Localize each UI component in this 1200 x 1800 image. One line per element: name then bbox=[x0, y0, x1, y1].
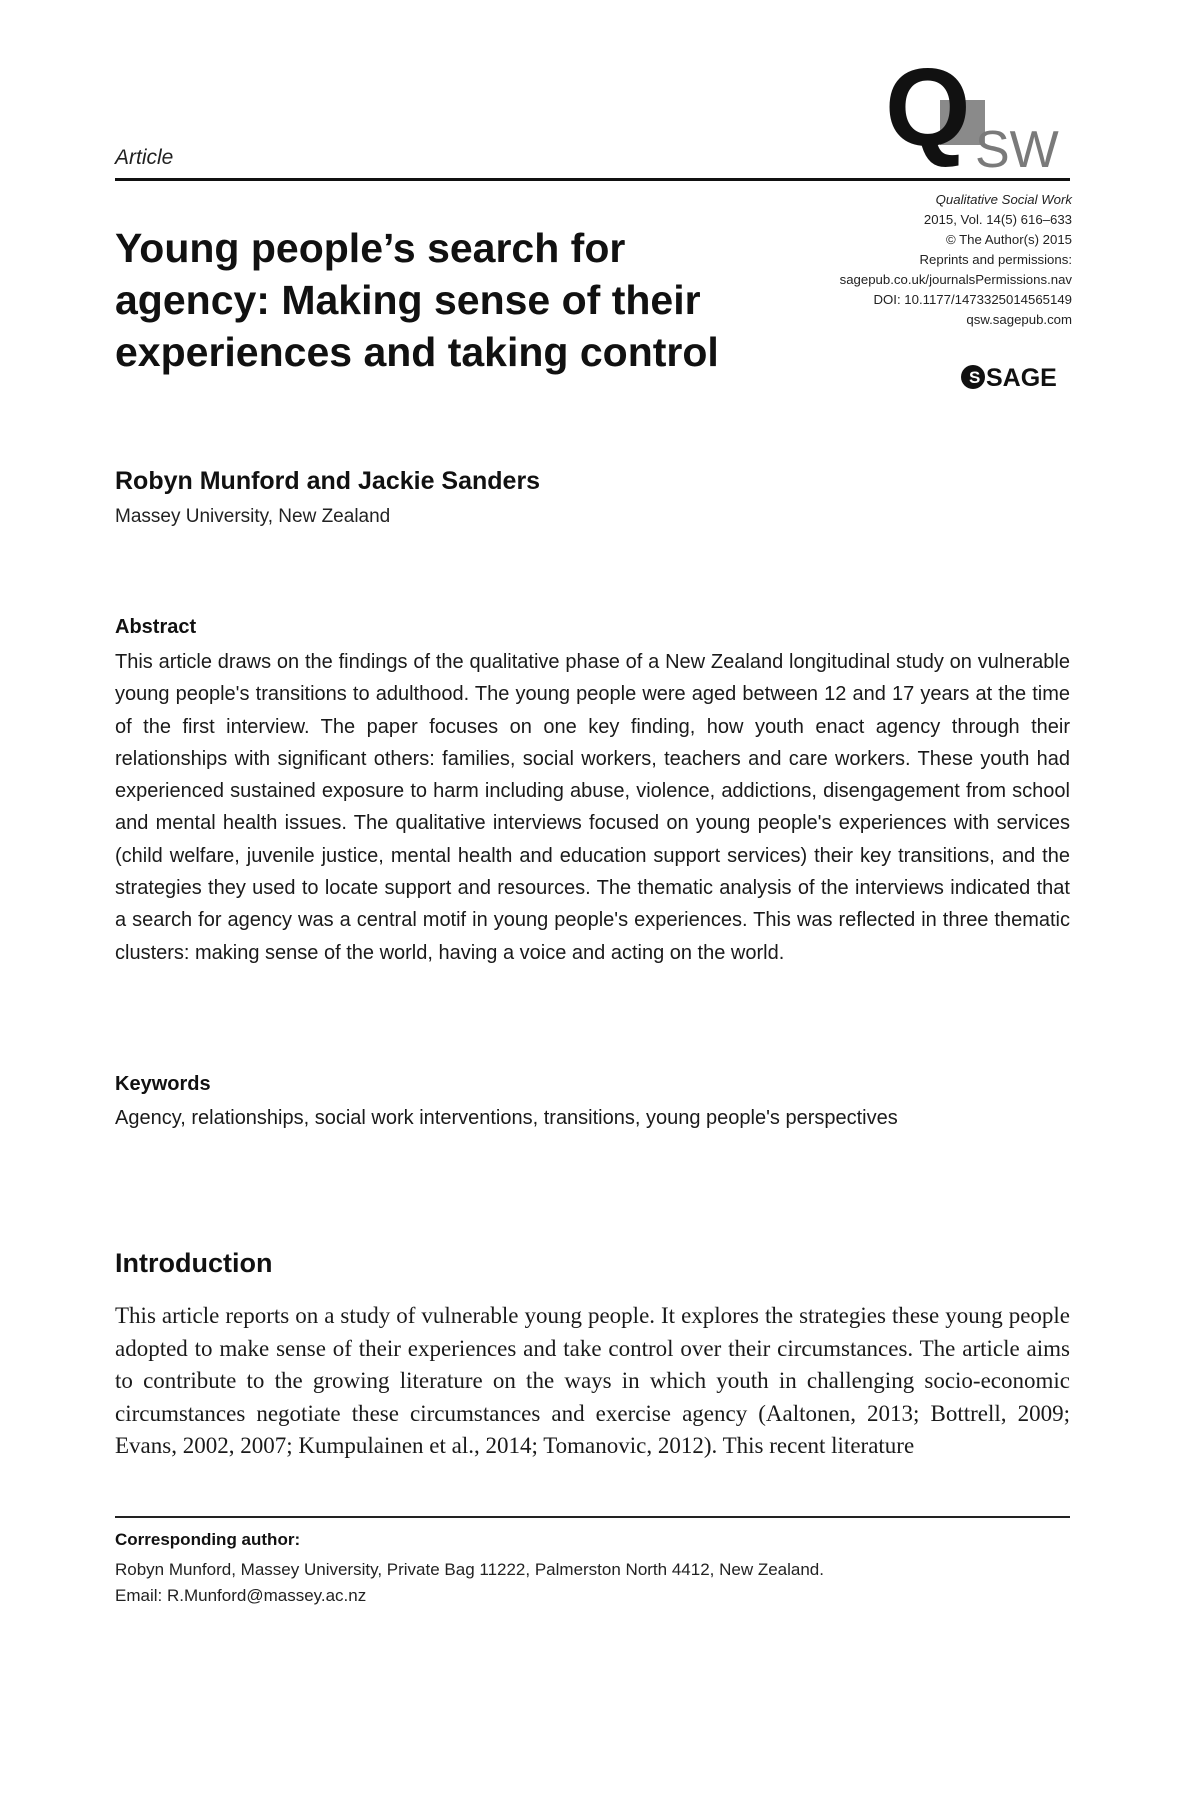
keywords-heading: Keywords bbox=[115, 1073, 211, 1095]
author-names: Robyn Munford and Jackie Sanders bbox=[115, 467, 541, 495]
article-title: Young people’s search for agency: Making sense of their experiences and taking control bbox=[115, 225, 719, 375]
logo-sw: SW bbox=[975, 121, 1059, 175]
corresponding-author-heading: Corresponding author: bbox=[115, 1530, 301, 1549]
journal-site-link[interactable]: qsw.sagepub.com bbox=[966, 312, 1072, 327]
reprints-label: Reprints and permissions: bbox=[919, 252, 1072, 267]
journal-name: Qualitative Social Work bbox=[935, 192, 1072, 207]
header-rule bbox=[115, 178, 1070, 181]
corresponding-author-email[interactable]: Email: R.Munford@massey.ac.nz bbox=[115, 1586, 367, 1605]
abstract-text: This article draws on the findings of the qualitative phase of a New Zealand longitudinal study on vulnerable young people's transitions to adulthood. The young people were aged between 12 and 17 years at the time of the first interview. The paper focuses on one key finding, how youth enact agency through their relationships with significant others: families, social workers, teachers and care workers. These youth had experienced sustained exposure to harm including abuse, violence, addictions, disengagement from school and mental health issues. The qualitative interviews focused on young people's experiences with services (child welfare, juvenile justice, mental health and education support services) their key transitions, and the strategies they used to locate support and resources. The thematic analysis of the interviews indicated that a search for agency was a central motif in young people's experiences. This was reflected in three thematic clusters: making sense of the world, having a voice and acting on the world. bbox=[115, 651, 1070, 964]
sage-logo-text: SAGE bbox=[986, 364, 1057, 392]
sage-logo-s: S bbox=[969, 368, 981, 387]
introduction-heading: Introduction bbox=[115, 1248, 273, 1278]
article-type-label: Article bbox=[115, 146, 174, 169]
keywords-text: Agency, relationships, social work interventions, transitions, young people's perspectives bbox=[115, 1107, 898, 1129]
abstract-heading: Abstract bbox=[115, 616, 197, 638]
journal-logo bbox=[885, 55, 1070, 175]
volume-line: 2015, Vol. 14(5) 616–633 bbox=[923, 212, 1072, 227]
journal-meta bbox=[840, 190, 1072, 330]
logo-q: Q bbox=[885, 55, 971, 169]
sage-logo bbox=[960, 362, 1070, 392]
doi-line[interactable]: DOI: 10.1177/1473325014565149 bbox=[873, 292, 1072, 307]
introduction-text: This article reports on a study of vulnerable young people. It explores the strategies these young people adopted to make sense of their experiences and take control over their circumstances. The article aims to contribute to the growing literature on the ways in which youth in challenging socio-economic circumstances negotiate these circumstances and exercise agency (Aaltonen, 2013; Bottrell, 2009; Evans, 2002, 2007; Kumpulainen et al., 2014; Tomanovic, 2012). This recent literature bbox=[115, 1303, 1070, 1458]
corresponding-author-address: Robyn Munford, Massey University, Private Bag 11222, Palmerston North 4412, New Zealand. bbox=[115, 1560, 824, 1579]
reprints-link[interactable]: sagepub.co.uk/journalsPermissions.nav bbox=[839, 272, 1072, 287]
footnote-rule bbox=[115, 1516, 1070, 1518]
author-affiliation: Massey University, New Zealand bbox=[115, 506, 391, 527]
copyright-line: © The Author(s) 2015 bbox=[945, 232, 1072, 247]
